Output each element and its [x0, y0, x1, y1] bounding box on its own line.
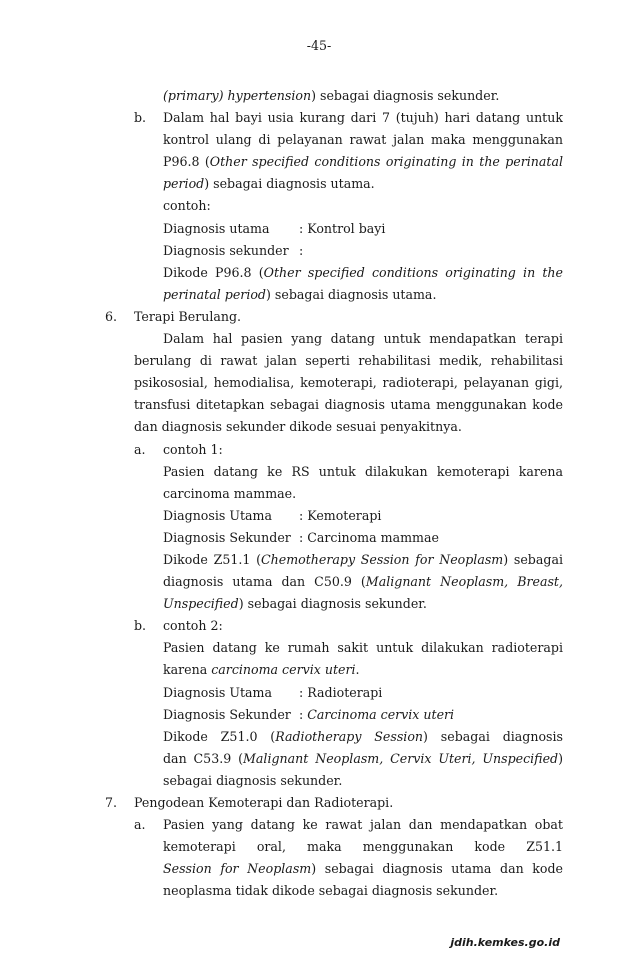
section-title: Pengodean Kemoterapi dan Radioterapi. — [134, 795, 394, 810]
text-span: ) sebagai diagnosis sekunder. — [238, 596, 427, 612]
list-marker: b. — [134, 618, 147, 634]
text-span: karena — [163, 662, 212, 678]
italic-term: Other specified conditions originating in the perinatal — [209, 154, 563, 170]
text-line — [105, 284, 563, 306]
italic-term: period — [163, 176, 205, 192]
diagnosis-value: : — [299, 242, 304, 258]
text-line: psikososial, hemodialisa, kemoterapi, radioterapi, pelayanan gigi, — [134, 375, 563, 391]
text-line — [105, 726, 563, 748]
text-line: Dalam hal pasien yang datang untuk mendapatkan terapi — [163, 331, 563, 347]
italic-term: carcinoma cervix uteri — [211, 662, 356, 678]
diagnosis-row — [105, 527, 563, 549]
diagnosis-value: : Kemoterapi — [299, 507, 382, 523]
page-body — [105, 85, 563, 902]
text-line — [105, 85, 563, 107]
text-line — [105, 262, 563, 284]
diagnosis-value: : Radioterapi — [299, 684, 383, 700]
text-line — [105, 151, 563, 173]
text-span: dan C53.9 ( — [163, 750, 244, 766]
text-span: contoh 2: — [163, 618, 223, 634]
text-line: carcinoma mammae. — [163, 485, 297, 501]
section-heading — [105, 792, 563, 814]
italic-term: Unspecified — [163, 596, 239, 612]
list-marker: b. — [134, 110, 147, 126]
text-span: . — [355, 662, 360, 678]
text-line: berulang di rawat jalan seperti rehabilitasi medik, rehabilitasi — [134, 353, 563, 369]
diagnosis-label: Diagnosis sekunder — [163, 242, 289, 258]
text-line — [105, 173, 563, 195]
list-marker: a. — [134, 441, 146, 457]
diagnosis-label: Diagnosis utama — [163, 220, 270, 236]
text-span: Dikode P96.8 ( — [163, 264, 264, 280]
list-item-a — [105, 814, 563, 836]
text-line: Pasien datang ke RS untuk dilakukan kemoterapi karena — [163, 463, 563, 479]
diagnosis-value: : Carcinoma mammae — [299, 529, 439, 545]
text-span: kemoterapi oral, maka menggunakan kode Z51.1 — [163, 839, 563, 855]
text-line — [105, 858, 563, 880]
text-span: Pasien yang datang ke rawat jalan dan mendapatkan obat — [163, 817, 563, 833]
text-line — [105, 593, 563, 615]
text-line: kontrol ulang di pelayanan rawat jalan maka menggunakan — [163, 132, 563, 148]
diagnosis-label: Diagnosis Utama — [163, 684, 272, 700]
italic-term: Radiotherapy Session — [275, 728, 424, 744]
diagnosis-value: : Kontrol bayi — [299, 220, 386, 236]
text-span: ) sebagai diagnosis — [423, 728, 563, 744]
text-span: ) sebagai diagnosis sekunder. — [311, 88, 500, 103]
text-span: ) — [558, 750, 563, 766]
text-line: contoh: — [163, 198, 211, 214]
italic-term: Carcinoma cervix uteri — [307, 706, 455, 722]
italic-term: Session for Neoplasm — [163, 861, 312, 877]
diagnosis-label: Diagnosis Sekunder — [163, 706, 291, 722]
text-span: ) sebagai — [503, 551, 563, 567]
diagnosis-row — [105, 682, 563, 704]
text-line: neoplasma tidak dikode sebagai diagnosis sekunder. — [163, 883, 499, 899]
text-line — [105, 748, 563, 770]
section-title: Terapi Berulang. — [134, 308, 242, 324]
text-line — [105, 549, 563, 571]
italic-term: (primary) hypertension — [163, 88, 312, 103]
italic-term: Chemotherapy Session for Neoplasm — [261, 551, 504, 567]
text-span: diagnosis utama dan C50.9 ( — [163, 574, 366, 590]
text-span: contoh 1: — [163, 441, 223, 457]
text-span: P96.8 ( — [163, 154, 210, 170]
diagnosis-value: : — [299, 706, 308, 722]
list-item-a — [105, 439, 563, 461]
diagnosis-label: Diagnosis Sekunder — [163, 529, 291, 545]
diagnosis-row — [105, 505, 563, 527]
text-line — [105, 571, 563, 593]
text-span: Dalam hal bayi usia kurang dari 7 (tujuh) hari datang untuk — [163, 110, 563, 126]
diagnosis-label: Diagnosis Utama — [163, 507, 272, 523]
text-line: transfusi ditetapkan sebagai diagnosis utama menggunakan kode — [134, 397, 563, 413]
text-line: sebagai diagnosis sekunder. — [163, 772, 343, 788]
diagnosis-row — [105, 218, 563, 240]
italic-term: Malignant Neoplasm, Cervix Uteri, Unspecified — [243, 750, 559, 766]
section-number: 7. — [105, 795, 118, 810]
section-number: 6. — [105, 308, 118, 324]
list-item-b — [105, 615, 563, 637]
text-span: ) sebagai diagnosis utama dan kode — [311, 861, 563, 877]
footer-source: jdih.kemkes.go.id — [450, 936, 560, 949]
diagnosis-row — [105, 704, 563, 726]
diagnosis-row — [105, 240, 563, 262]
text-span: Dikode Z51.0 ( — [163, 728, 276, 744]
page-number: -45- — [306, 38, 332, 53]
section-heading — [105, 306, 563, 328]
text-line — [105, 836, 563, 858]
text-span: ) sebagai diagnosis utama. — [266, 286, 437, 302]
list-marker: a. — [134, 817, 146, 833]
text-line: Pasien datang ke rumah sakit untuk dilakukan radioterapi — [163, 640, 563, 656]
list-item-b — [105, 107, 563, 129]
italic-term: perinatal period — [163, 286, 266, 302]
text-span: Dikode Z51.1 ( — [163, 551, 261, 567]
text-span: ) sebagai diagnosis utama. — [204, 176, 375, 192]
text-line — [105, 659, 563, 681]
italic-term: Malignant Neoplasm, Breast, — [365, 574, 563, 590]
italic-term: Other specified conditions originating in the — [263, 264, 563, 280]
text-line: dan diagnosis sekunder dikode sesuai penyakitnya. — [134, 419, 462, 435]
